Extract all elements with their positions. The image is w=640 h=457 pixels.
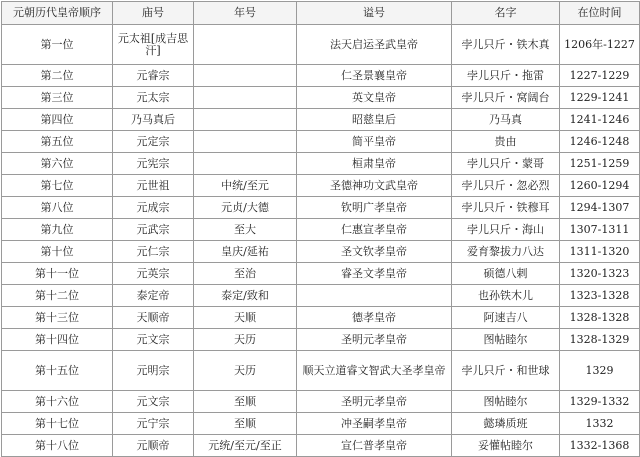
cell-col-personal-name: 爱育黎拔力八达 <box>452 241 560 263</box>
cell-col-personal-name: 孛儿只斤・蒙哥 <box>452 153 560 175</box>
cell-col-order: 第一位 <box>2 25 113 65</box>
table-row <box>2 329 640 351</box>
table-header <box>2 2 640 25</box>
cell-col-era-name <box>194 65 297 87</box>
cell-col-posthumous-name: 圣德神功文武皇帝 <box>297 175 452 197</box>
cell-col-personal-name: 孛儿只斤・拖雷 <box>452 65 560 87</box>
cell-col-era-name: 天历 <box>194 329 297 351</box>
cell-col-temple-name: 天顺帝 <box>113 307 194 329</box>
table-body <box>2 25 640 457</box>
cell-col-era-name: 元统/至元/至正 <box>194 435 297 457</box>
cell-col-era-name <box>194 25 297 65</box>
cell-col-order: 第二位 <box>2 65 113 87</box>
cell-col-reign: 1206年-1227 <box>560 25 640 65</box>
cell-col-reign: 1328-1329 <box>560 329 640 351</box>
cell-col-posthumous-name: 昭慈皇后 <box>297 109 452 131</box>
cell-col-order: 第十八位 <box>2 435 113 457</box>
cell-col-posthumous-name: 宣仁普孝皇帝 <box>297 435 452 457</box>
table-row <box>2 25 640 65</box>
table-row <box>2 109 640 131</box>
cell-col-reign: 1241-1246 <box>560 109 640 131</box>
table-row <box>2 87 640 109</box>
header-col-posthumous-name: 谥号 <box>297 2 452 25</box>
cell-col-era-name: 天历 <box>194 351 297 391</box>
cell-col-order: 第十三位 <box>2 307 113 329</box>
cell-col-personal-name: 孛儿只斤・海山 <box>452 219 560 241</box>
cell-col-reign: 1251-1259 <box>560 153 640 175</box>
cell-col-order: 第十五位 <box>2 351 113 391</box>
cell-col-era-name: 至治 <box>194 263 297 285</box>
table-row <box>2 65 640 87</box>
cell-col-reign: 1323-1328 <box>560 285 640 307</box>
cell-col-posthumous-name: 圣文钦孝皇帝 <box>297 241 452 263</box>
cell-col-era-name: 中统/至元 <box>194 175 297 197</box>
cell-col-posthumous-name: 仁圣景襄皇帝 <box>297 65 452 87</box>
cell-col-posthumous-name <box>297 285 452 307</box>
table-row <box>2 307 640 329</box>
table-row <box>2 413 640 435</box>
cell-col-personal-name: 孛儿只斤・窝阔台 <box>452 87 560 109</box>
cell-col-reign: 1329-1332 <box>560 391 640 413</box>
header-col-reign: 在位时间 <box>560 2 640 25</box>
cell-col-temple-name: 元宁宗 <box>113 413 194 435</box>
cell-col-order: 第十二位 <box>2 285 113 307</box>
cell-col-personal-name: 孛儿只斤・铁木真 <box>452 25 560 65</box>
cell-col-temple-name: 乃马真后 <box>113 109 194 131</box>
cell-col-era-name <box>194 109 297 131</box>
cell-col-reign: 1332-1368 <box>560 435 640 457</box>
cell-col-posthumous-name: 英文皇帝 <box>297 87 452 109</box>
cell-col-era-name: 至顺 <box>194 413 297 435</box>
table-row <box>2 435 640 457</box>
cell-col-temple-name: 元宪宗 <box>113 153 194 175</box>
cell-col-personal-name: 硕德八剌 <box>452 263 560 285</box>
cell-col-era-name <box>194 131 297 153</box>
emperor-table <box>1 1 640 457</box>
cell-col-temple-name: 元顺帝 <box>113 435 194 457</box>
cell-col-temple-name: 元成宗 <box>113 197 194 219</box>
cell-col-temple-name: 元武宗 <box>113 219 194 241</box>
cell-col-reign: 1294-1307 <box>560 197 640 219</box>
cell-col-temple-name: 元文宗 <box>113 391 194 413</box>
table-row <box>2 153 640 175</box>
cell-col-posthumous-name: 法天启运圣武皇帝 <box>297 25 452 65</box>
cell-col-temple-name: 元仁宗 <box>113 241 194 263</box>
cell-col-reign: 1227-1229 <box>560 65 640 87</box>
table-row <box>2 131 640 153</box>
cell-col-era-name: 至顺 <box>194 391 297 413</box>
cell-col-personal-name: 妥懽帖睦尔 <box>452 435 560 457</box>
cell-col-reign: 1328-1328 <box>560 307 640 329</box>
cell-col-order: 第十七位 <box>2 413 113 435</box>
header-col-era-name: 年号 <box>194 2 297 25</box>
table-row <box>2 219 640 241</box>
cell-col-order: 第九位 <box>2 219 113 241</box>
cell-col-reign: 1320-1323 <box>560 263 640 285</box>
cell-col-posthumous-name: 圣明元孝皇帝 <box>297 329 452 351</box>
cell-col-temple-name: 元英宗 <box>113 263 194 285</box>
cell-col-personal-name: 懿璘质班 <box>452 413 560 435</box>
cell-col-posthumous-name: 桓肃皇帝 <box>297 153 452 175</box>
cell-col-order: 第四位 <box>2 109 113 131</box>
cell-col-reign: 1311-1320 <box>560 241 640 263</box>
cell-col-order: 第八位 <box>2 197 113 219</box>
cell-col-posthumous-name: 顺天立道睿文智武大圣孝皇帝 <box>297 351 452 391</box>
cell-col-temple-name: 元定宗 <box>113 131 194 153</box>
table-row <box>2 197 640 219</box>
cell-col-personal-name: 阿速吉八 <box>452 307 560 329</box>
cell-col-order: 第十六位 <box>2 391 113 413</box>
table-row <box>2 175 640 197</box>
cell-col-era-name: 皇庆/延祐 <box>194 241 297 263</box>
cell-col-temple-name: 元太宗 <box>113 87 194 109</box>
cell-col-order: 第七位 <box>2 175 113 197</box>
cell-col-order: 第十一位 <box>2 263 113 285</box>
cell-col-era-name <box>194 87 297 109</box>
cell-col-posthumous-name: 钦明广孝皇帝 <box>297 197 452 219</box>
cell-col-order: 第五位 <box>2 131 113 153</box>
cell-col-temple-name: 泰定帝 <box>113 285 194 307</box>
cell-col-reign: 1246-1248 <box>560 131 640 153</box>
cell-col-posthumous-name: 简平皇帝 <box>297 131 452 153</box>
cell-col-reign: 1229-1241 <box>560 87 640 109</box>
cell-col-era-name: 天顺 <box>194 307 297 329</box>
cell-col-era-name: 元贞/大德 <box>194 197 297 219</box>
header-col-personal-name: 名字 <box>452 2 560 25</box>
cell-col-personal-name: 孛儿只斤・铁穆耳 <box>452 197 560 219</box>
cell-col-personal-name: 图帖睦尔 <box>452 329 560 351</box>
cell-col-temple-name: 元睿宗 <box>113 65 194 87</box>
header-col-order: 元朝历代皇帝顺序 <box>2 2 113 25</box>
cell-col-reign: 1329 <box>560 351 640 391</box>
cell-col-temple-name: 元文宗 <box>113 329 194 351</box>
header-row <box>2 2 640 25</box>
header-col-temple-name: 庙号 <box>113 2 194 25</box>
cell-col-personal-name: 贵由 <box>452 131 560 153</box>
cell-col-posthumous-name: 睿圣文孝皇帝 <box>297 263 452 285</box>
cell-col-temple-name: 元明宗 <box>113 351 194 391</box>
cell-col-temple-name: 元太祖[成吉思汗] <box>113 25 194 65</box>
cell-col-posthumous-name: 德孝皇帝 <box>297 307 452 329</box>
cell-col-era-name: 泰定/致和 <box>194 285 297 307</box>
cell-col-order: 第十位 <box>2 241 113 263</box>
cell-col-posthumous-name: 冲圣嗣孝皇帝 <box>297 413 452 435</box>
cell-col-posthumous-name: 圣明元孝皇帝 <box>297 391 452 413</box>
cell-col-reign: 1307-1311 <box>560 219 640 241</box>
table-row <box>2 241 640 263</box>
cell-col-order: 第三位 <box>2 87 113 109</box>
table-row <box>2 285 640 307</box>
cell-col-personal-name: 也孙铁木儿 <box>452 285 560 307</box>
cell-col-temple-name: 元世祖 <box>113 175 194 197</box>
table-row <box>2 391 640 413</box>
cell-col-order: 第六位 <box>2 153 113 175</box>
cell-col-era-name <box>194 153 297 175</box>
cell-col-personal-name: 乃马真 <box>452 109 560 131</box>
cell-col-posthumous-name: 仁惠宣孝皇帝 <box>297 219 452 241</box>
cell-col-era-name: 至大 <box>194 219 297 241</box>
cell-col-reign: 1260-1294 <box>560 175 640 197</box>
cell-col-reign: 1332 <box>560 413 640 435</box>
cell-col-personal-name: 图帖睦尔 <box>452 391 560 413</box>
cell-col-personal-name: 孛儿只斤・忽必烈 <box>452 175 560 197</box>
table-row <box>2 263 640 285</box>
cell-col-order: 第十四位 <box>2 329 113 351</box>
table-row <box>2 351 640 391</box>
cell-col-personal-name: 孛儿只斤・和世球 <box>452 351 560 391</box>
